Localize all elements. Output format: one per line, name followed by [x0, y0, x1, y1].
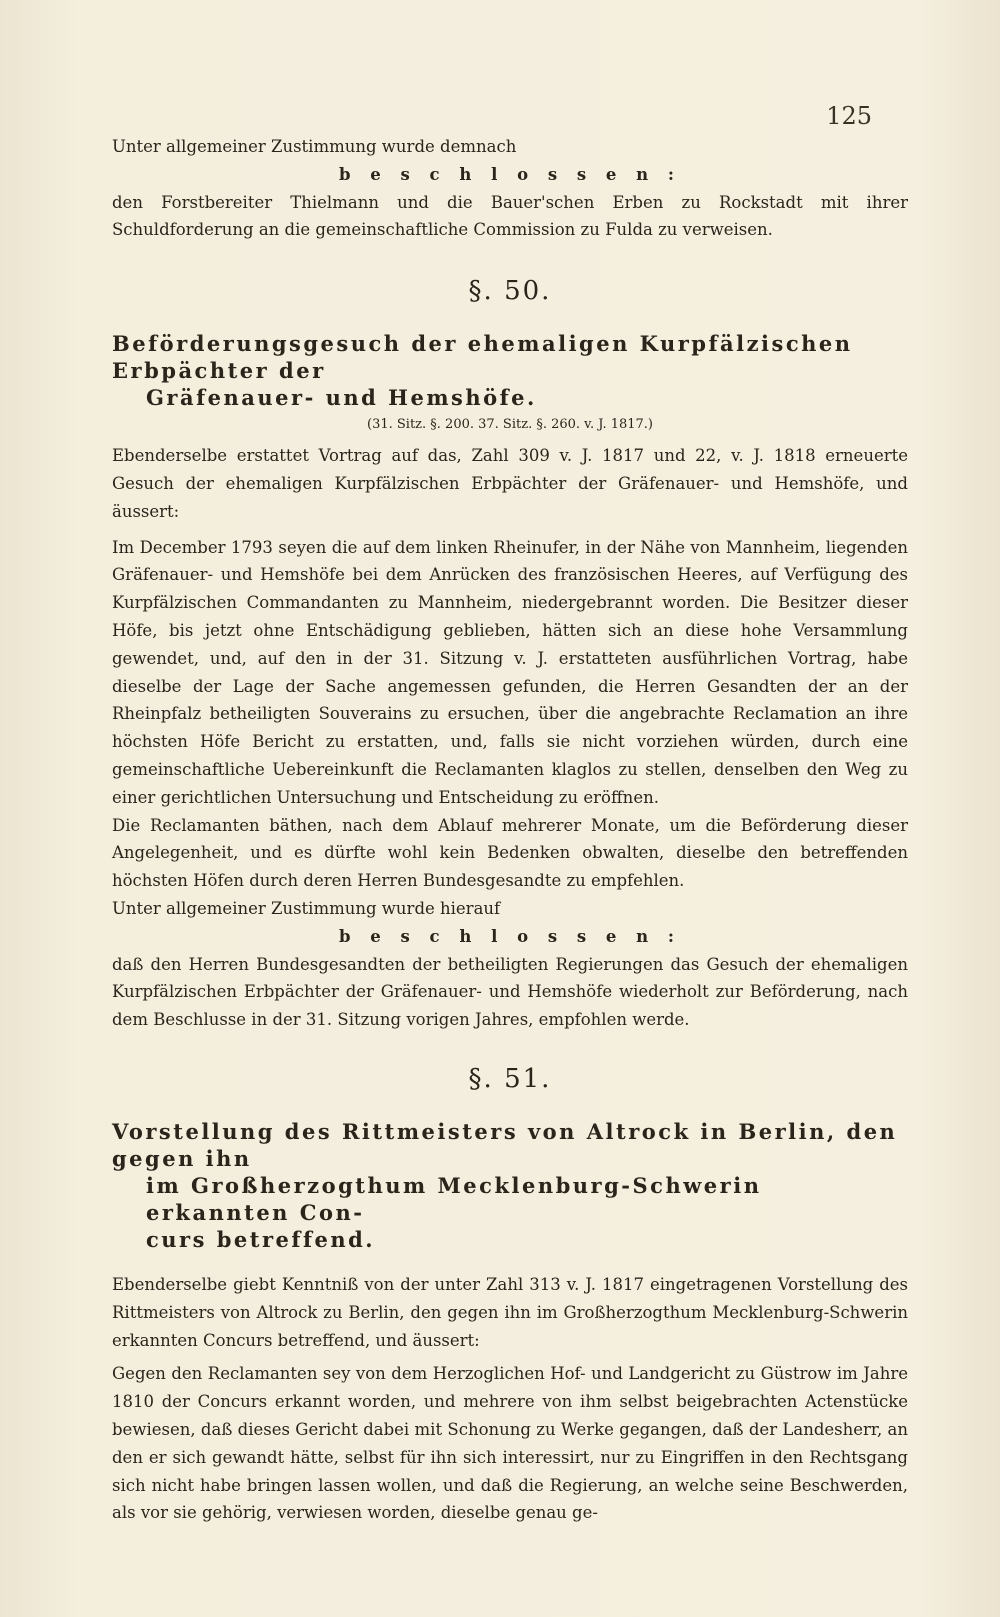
section-51-heading-line3: curs betreffend. — [146, 1226, 376, 1252]
page-number: 125 — [826, 102, 872, 130]
resolution-1 — [112, 133, 908, 244]
section-51-heading — [112, 1118, 908, 1253]
section-50-heading-line1: Beförderungsgesuch der ehemaligen Kurpfälzischen Erbpächter der — [112, 331, 853, 384]
section-50-para3: Die Reclamanten bäthen, nach dem Ablauf mehrerer Monate, um die Beförderung dieser Angelegenheit, und es dürfte wohl kein Bedenken obwalten, dieselbe den betreffenden höchsten Höfen durch deren Herren Bundesgesandte zu empfehlen. — [112, 815, 908, 891]
section-50-intro: Unter allgemeiner Zustimmung wurde hierauf — [112, 898, 501, 918]
section-50-refs: (31. Sitz. §. 200. 37. Sitz. §. 260. v. J. 1817.) — [367, 417, 653, 433]
section-50-para1: Ebenderselbe erstattet Vortrag auf das, Zahl 309 v. J. 1817 und 22, v. J. 1818 erneuerte Gesuch der ehemaligen Kurpfälzischen Erbpächter der Gräfenauer- und Hemshöfe, und äussert: — [112, 446, 908, 521]
section-51-heading-line1: Vorstellung des Rittmeisters von Altrock in Berlin, den gegen ihn — [112, 1118, 898, 1171]
section-50-resolution: daß den Herren Bundesgesandten der betheiligten Regierungen das Gesuch der ehemaligen Kurpfälzischen Erbpächter der Gräfenauer- und Hemshöfe wiederholt zur Beförderung, nach dem Beschlusse in der 31. Sitzung vorigen Jahres, empfohlen werde. — [112, 954, 908, 1030]
section-50-beschlossen: b e s c h l o s s e n : — [339, 926, 681, 946]
section-51-para2: Gegen den Reclamanten sey von dem Herzoglichen Hof- und Landgericht zu Güstrow im Jahre 1810 der Concurs erkannt worden, und mehrere von ihm selbst beigebrachten Actenstücke bewiesen, daß dieses Gericht dabei mit Schonung zu Werke gegangen, daß der Landesherr, an den er sich gewandt hätte, selbst für ihn sich interessirt, nur zu Eingriffen in den Rechtsgang sich nicht habe bringen lassen wollen, und daß die Regierung, an welche seine Beschwerden, als vor sie gehörig, verwiesen worden, dieselbe genau ge- — [112, 1364, 908, 1523]
section-50-heading — [112, 330, 908, 411]
resolution-intro: Unter allgemeiner Zustimmung wurde demnach — [112, 137, 517, 156]
section-51-para1: Ebenderselbe giebt Kenntniß von der unter Zahl 313 v. J. 1817 eingetragenen Vorstellung des Rittmeisters von Altrock zu Berlin, den gegen ihn im Großherzogthum Mecklenburg-Schwerin erkannten Concurs betreffend, und äussert: — [112, 1274, 908, 1350]
section-50-heading-line2: Gräfenauer- und Hemshöfe. — [146, 385, 537, 411]
section-51-heading-line2: im Großherzogthum Mecklenburg-Schwerin erkannten Con- — [146, 1172, 762, 1225]
section-50-para2: Im December 1793 seyen die auf dem linken Rheinufer, in der Nähe von Mannheim, liegenden Gräfenauer- und Hemshöfe bei dem Anrücken des französischen Heeres, auf Verfügung des Kurpfälzischen Commandanten zu Mannheim, niedergebrannt worden. Die Besitzer dieser Höfe, bis jetzt ohne Entschädigung geblieben, hätten sich an diese hohe Versammlung gewendet, und, auf den in der 31. Sitzung v. J. erstatteten ausführlichen Vortrag, habe dieselbe der Lage der Sache angemessen gefunden, die Herren Gesandten der an der Rheinpfalz betheiligten Souverains zu ersuchen, über die angebrachte Reclamation an ihre höchsten Höfe Bericht zu erstatten, und, falls sie nicht vorziehen würden, durch eine gemeinschaftliche Uebereinkunft die Reclamanten klaglos zu stellen, denselben den Weg zu einer gerichtlichen Untersuchung und Entscheidung zu eröffnen. — [112, 537, 908, 807]
resolution-text: den Forstbereiter Thielmann und die Bauer'schen Erben zu Rockstadt mit ihrer Schuldforderung an die gemeinschaftliche Commission zu Fulda zu verweisen. — [112, 192, 908, 240]
resolution-beschlossen: b e s c h l o s s e n : — [339, 164, 681, 184]
section-50-mark: §. 50. — [468, 276, 552, 307]
section-51-mark: §. 51. — [468, 1063, 552, 1094]
